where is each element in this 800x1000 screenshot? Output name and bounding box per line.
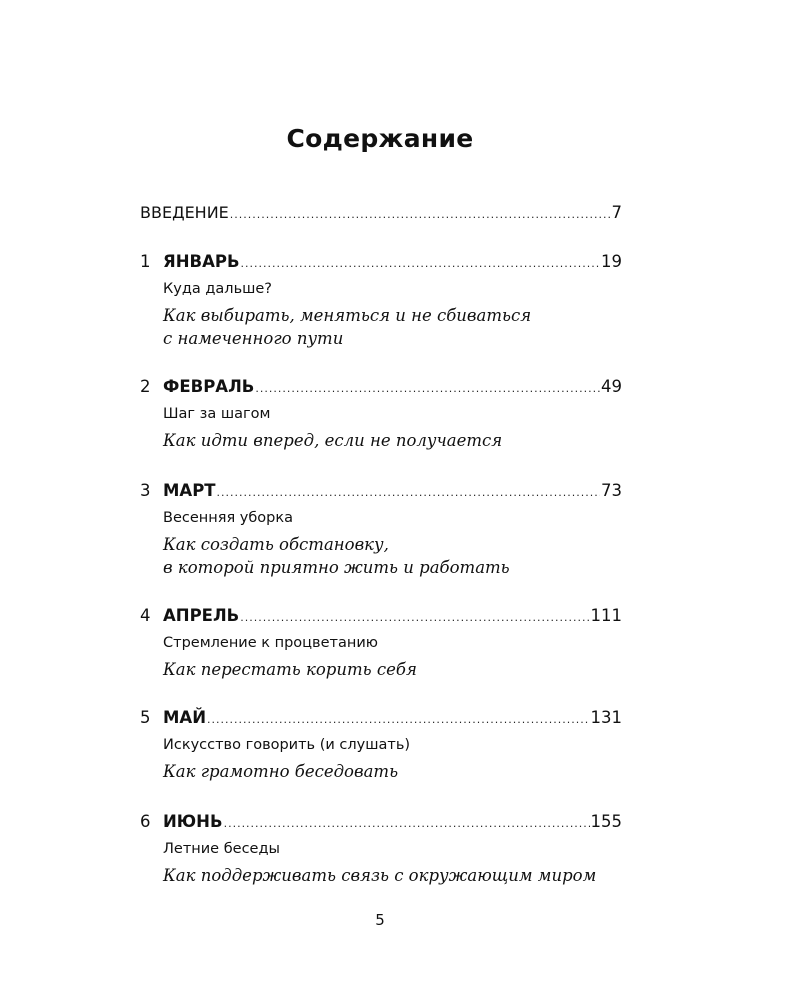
chapter-description: Как идти вперед, если не получается	[163, 431, 503, 450]
intro-label: ВВЕДЕНИЕ	[140, 203, 229, 222]
dot-leader	[230, 203, 611, 227]
chapter-month: ИЮНЬ	[163, 812, 223, 831]
chapter-description: Как перестать корить себя	[163, 660, 417, 679]
chapter-subtitle: Летние беседы	[163, 841, 280, 857]
chapter-month: МАРТ	[163, 481, 216, 500]
chapter-subtitle: Стремление к процветанию	[163, 635, 378, 651]
dot-leader	[241, 252, 600, 276]
toc-entry-chapter-4[interactable]	[140, 604, 622, 681]
dot-leader	[224, 812, 590, 836]
chapter-month: ФЕВРАЛЬ	[163, 377, 255, 396]
toc-entry-chapter-1[interactable]	[140, 250, 622, 350]
chapter-number: 3	[140, 481, 151, 500]
dot-leader	[255, 377, 600, 401]
intro-page-number: 7	[611, 203, 622, 222]
chapter-number: 2	[140, 377, 151, 396]
chapter-description: Как выбирать, меняться и не сбиваться с намеченного пути	[163, 306, 532, 348]
chapter-month: МАЙ	[163, 708, 206, 727]
chapter-subtitle: Искусство говорить (и слушать)	[163, 737, 411, 753]
chapter-subtitle: Куда дальше?	[163, 281, 273, 297]
chapter-subtitle: Шаг за шагом	[163, 406, 271, 422]
chapter-month: ЯНВАРЬ	[163, 252, 240, 271]
dot-leader	[207, 708, 590, 732]
chapter-description: Как поддерживать связь с окружающим миром	[163, 866, 597, 885]
chapter-description: Как создать обстановку, в которой приятно жить и работать	[163, 535, 510, 577]
toc-entry-chapter-3[interactable]	[140, 479, 622, 579]
page-number: 5	[375, 911, 385, 929]
chapter-number: 5	[140, 708, 151, 727]
chapter-number: 1	[140, 252, 151, 271]
toc-entry-chapter-5[interactable]	[140, 706, 622, 783]
chapter-page-number: 155	[590, 812, 622, 831]
toc-entry-chapter-2[interactable]	[140, 375, 622, 452]
chapter-subtitle: Весенняя уборка	[163, 510, 294, 526]
chapter-page-number: 111	[590, 606, 622, 625]
chapter-page-number: 19	[601, 252, 622, 271]
chapter-number: 6	[140, 812, 151, 831]
chapter-month: АПРЕЛЬ	[163, 606, 240, 625]
dot-leader	[217, 481, 600, 505]
toc-entry-intro[interactable]	[140, 201, 622, 225]
page-title: Содержание	[286, 124, 474, 153]
chapter-page-number: 131	[590, 708, 622, 727]
dot-leader	[240, 606, 589, 630]
toc-entry-chapter-6[interactable]	[140, 810, 622, 887]
chapter-number: 4	[140, 606, 151, 625]
chapter-page-number: 73	[601, 481, 622, 500]
chapter-description: Как грамотно беседовать	[163, 762, 399, 781]
chapter-page-number: 49	[601, 377, 622, 396]
